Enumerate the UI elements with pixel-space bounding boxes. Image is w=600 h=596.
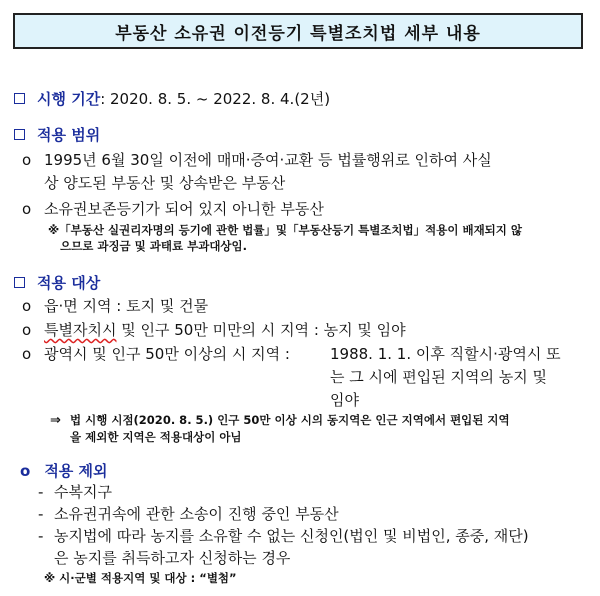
underlined-term: 특별자치시 bbox=[44, 321, 117, 339]
circle-bullet: o bbox=[22, 321, 32, 339]
target-item3-right-line3: 임야 bbox=[330, 391, 359, 409]
scope-item2: 소유권보존등기가 되어 있지 아니한 부동산 bbox=[44, 200, 324, 218]
section-period bbox=[14, 88, 330, 109]
exclusion-note: ※ 시·군별 적용지역 및 대상 : “별첨” bbox=[44, 571, 237, 585]
target-item1: 읍·면 지역 : 토지 및 건물 bbox=[44, 297, 209, 315]
dash-bullet: - bbox=[38, 483, 44, 501]
section-exclusion bbox=[14, 460, 108, 481]
arrow-icon: ⇒ bbox=[50, 413, 61, 428]
circle-bullet: o bbox=[22, 151, 32, 169]
exclusion-item3-line1: 농지법에 따라 농지를 소유할 수 없는 신청인(법인 및 비법인, 종중, 재단) bbox=[54, 527, 529, 545]
target-item3-right-line2: 는 그 시에 편입된 지역의 농지 및 bbox=[330, 368, 547, 386]
dash-bullet: - bbox=[38, 505, 44, 523]
scope-note-line1: ※「부동산 실권리자명의 등기에 관한 법률」및「부동산등기 특별조치법」적용이 배재되지 않 bbox=[48, 223, 523, 237]
target-item3-left: 광역시 및 인구 50만 이상의 시 지역 : bbox=[44, 345, 290, 363]
exclusion-item3-line2: 은 농지를 취득하고자 신청하는 경우 bbox=[54, 549, 291, 567]
target-item2 bbox=[44, 319, 406, 341]
page-title: 부동산 소유권 이전등기 특별조치법 세부 내용 bbox=[13, 13, 583, 49]
section-target bbox=[14, 272, 100, 293]
scope-label: 적용 범위 bbox=[37, 126, 101, 144]
section-scope bbox=[14, 124, 100, 145]
exclusion-label: 적용 제외 bbox=[44, 462, 108, 480]
scope-item1-line1: 1995년 6월 30일 이전에 매매·증여·교환 등 법률행위로 인하여 사실 bbox=[44, 151, 492, 169]
target-item2-rest: 및 인구 50만 미만의 시 지역 : 농지 및 임야 bbox=[116, 321, 406, 339]
circle-bullet: o bbox=[22, 345, 32, 363]
scope-note-line2: 으므로 과징금 및 과태료 부과대상임. bbox=[60, 239, 248, 253]
target-note-line1: 법 시행 시점(2020. 8. 5.) 인구 50만 이상 시의 동지역은 인근 지역에서 편입된 지역 bbox=[70, 413, 510, 427]
circle-bullet: o bbox=[22, 297, 32, 315]
period-label: 시행 기간 bbox=[37, 90, 101, 108]
scope-item1-line2: 상 양도된 부동산 및 상속받은 부동산 bbox=[44, 174, 286, 192]
target-item3-right-line1: 1988. 1. 1. 이후 직할시·광역시 또 bbox=[330, 345, 561, 363]
period-value: : 2020. 8. 5. ~ 2022. 8. 4.(2년) bbox=[100, 90, 331, 108]
circle-bullet: o bbox=[22, 200, 32, 218]
square-bullet-icon bbox=[14, 277, 25, 288]
circle-bullet: o bbox=[20, 461, 31, 480]
square-bullet-icon bbox=[14, 93, 25, 104]
target-note-line2: 을 제외한 지역은 적용대상이 아님 bbox=[70, 430, 242, 444]
target-label: 적용 대상 bbox=[37, 274, 101, 292]
dash-bullet: - bbox=[38, 527, 44, 545]
exclusion-item2: 소유권귀속에 관한 소송이 진행 중인 부동산 bbox=[54, 505, 339, 523]
square-bullet-icon bbox=[14, 129, 25, 140]
exclusion-item1: 수복지구 bbox=[54, 483, 112, 501]
